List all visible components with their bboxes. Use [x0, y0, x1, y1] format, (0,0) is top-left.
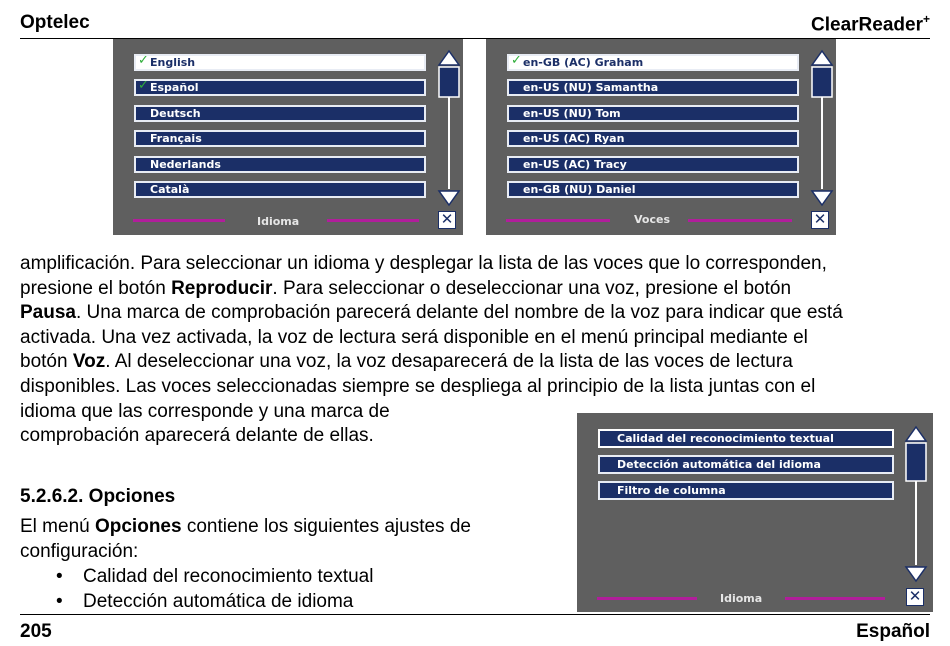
- voice-item-tom[interactable]: [507, 105, 799, 122]
- text-run: contiene los siguientes ajustes de: [181, 516, 471, 537]
- language-item-deutsch[interactable]: [134, 105, 426, 122]
- voice-item-tracy[interactable]: [507, 156, 799, 173]
- panel-label: Voces: [634, 213, 670, 226]
- panel-label: Idioma: [257, 215, 300, 228]
- bullet-icon: •: [56, 566, 63, 587]
- voice-item-daniel[interactable]: [507, 181, 799, 198]
- language-item-nederlands[interactable]: [134, 156, 426, 173]
- scrollbar[interactable]: [810, 49, 834, 209]
- brand-name: Optelec: [20, 12, 90, 33]
- checkmark-icon: ✓: [138, 79, 149, 93]
- decorative-bar: [133, 219, 225, 222]
- options-menu-screenshot: [577, 413, 933, 612]
- language-menu-screenshot: [113, 39, 463, 235]
- panel-label: Idioma: [720, 592, 763, 605]
- voices-menu-screenshot: [486, 39, 836, 235]
- text-line: activada. Una vez activada, la voz de lectura será disponible en el menú principal mediante el: [20, 326, 808, 348]
- item-label: en-US (NU) Samantha: [523, 81, 659, 94]
- language-item-francais[interactable]: [134, 130, 426, 147]
- page-header: [20, 12, 930, 39]
- product-name: [811, 12, 930, 36]
- item-label: Español: [150, 81, 199, 94]
- item-label: Calidad del reconocimiento textual: [617, 432, 834, 445]
- item-label: en-GB (AC) Graham: [523, 56, 644, 69]
- bullet-text: Detección automática de idioma: [83, 591, 354, 612]
- text-line: comprobación aparecerá delante de ellas.: [20, 425, 374, 447]
- item-label: Català: [150, 183, 190, 196]
- text-line: [20, 350, 932, 375]
- item-label: Français: [150, 132, 202, 145]
- item-label: Deutsch: [150, 107, 201, 120]
- decorative-bar: [506, 219, 610, 222]
- checkmark-icon: ✓: [511, 54, 522, 68]
- scrollbar[interactable]: [437, 49, 461, 209]
- bold-term: Pausa: [20, 302, 76, 324]
- voice-item-graham[interactable]: [507, 54, 799, 71]
- decorative-bar: [327, 219, 419, 222]
- decorative-bar: [688, 219, 792, 222]
- text-line: [20, 277, 932, 302]
- option-item-filtro[interactable]: [598, 481, 894, 500]
- language-item-catala[interactable]: [134, 181, 426, 198]
- footer-language: Español: [856, 621, 930, 642]
- text-line: disponibles. Las voces seleccionadas siempre se despliega al principio de la lista juntas con el: [20, 375, 816, 397]
- checkmark-icon: ✓: [138, 54, 149, 68]
- voice-item-ryan[interactable]: [507, 130, 799, 147]
- bold-term: Voz: [72, 351, 106, 373]
- option-item-calidad[interactable]: [598, 429, 894, 448]
- option-item-deteccion[interactable]: [598, 455, 894, 474]
- decorative-bar: [785, 597, 885, 600]
- scrollbar[interactable]: [904, 425, 928, 585]
- text-line: configuración:: [20, 540, 139, 562]
- item-label: Filtro de columna: [617, 484, 726, 497]
- close-icon[interactable]: ✕: [906, 588, 924, 606]
- text-run: . Una marca de comprobación parecerá delante del nombre de la voz para indicar que está: [75, 302, 843, 324]
- text-line: idioma que las corresponde y una marca de: [20, 400, 390, 422]
- item-label: en-US (AC) Ryan: [523, 132, 625, 145]
- voice-item-samantha[interactable]: [507, 79, 799, 96]
- text-run: botón: [20, 351, 73, 373]
- product-superscript: +: [922, 12, 930, 26]
- language-item-english[interactable]: [134, 54, 426, 71]
- item-label: en-US (NU) Tom: [523, 107, 621, 120]
- bullet-text: Calidad del reconocimiento textual: [83, 566, 374, 587]
- item-label: Nederlands: [150, 158, 221, 171]
- item-label: en-US (AC) Tracy: [523, 158, 627, 171]
- decorative-bar: [597, 597, 697, 600]
- text-line: [20, 301, 932, 326]
- bold-term: Reproducir: [171, 277, 273, 299]
- item-label: en-GB (NU) Daniel: [523, 183, 636, 196]
- text-run: El menú: [20, 516, 95, 537]
- text-run: . Para seleccionar o deseleccionar una voz, presione el botón: [272, 277, 792, 299]
- item-label: English: [150, 56, 196, 69]
- text-run: . Al deseleccionar una voz, la voz desaparecerá de la lista de las voces de lectura: [105, 351, 793, 373]
- close-icon[interactable]: ✕: [438, 211, 456, 229]
- item-label: Detección automática del idioma: [617, 458, 821, 471]
- close-icon[interactable]: ✕: [811, 211, 829, 229]
- bold-term: Opciones: [94, 516, 182, 537]
- page-footer: [20, 614, 930, 645]
- language-item-espanol[interactable]: [134, 79, 426, 96]
- bullet-icon: •: [56, 591, 63, 612]
- options-intro: [20, 515, 540, 564]
- text-line: [20, 515, 540, 540]
- text-run: presione el botón: [20, 277, 172, 299]
- section-heading: 5.2.6.2. Opciones: [20, 486, 176, 507]
- text-line: amplificación. Para seleccionar un idioma y desplegar la lista de las voces que lo corresponden,: [20, 253, 827, 274]
- page-number: 205: [20, 621, 52, 642]
- product-title: ClearReader: [811, 14, 923, 36]
